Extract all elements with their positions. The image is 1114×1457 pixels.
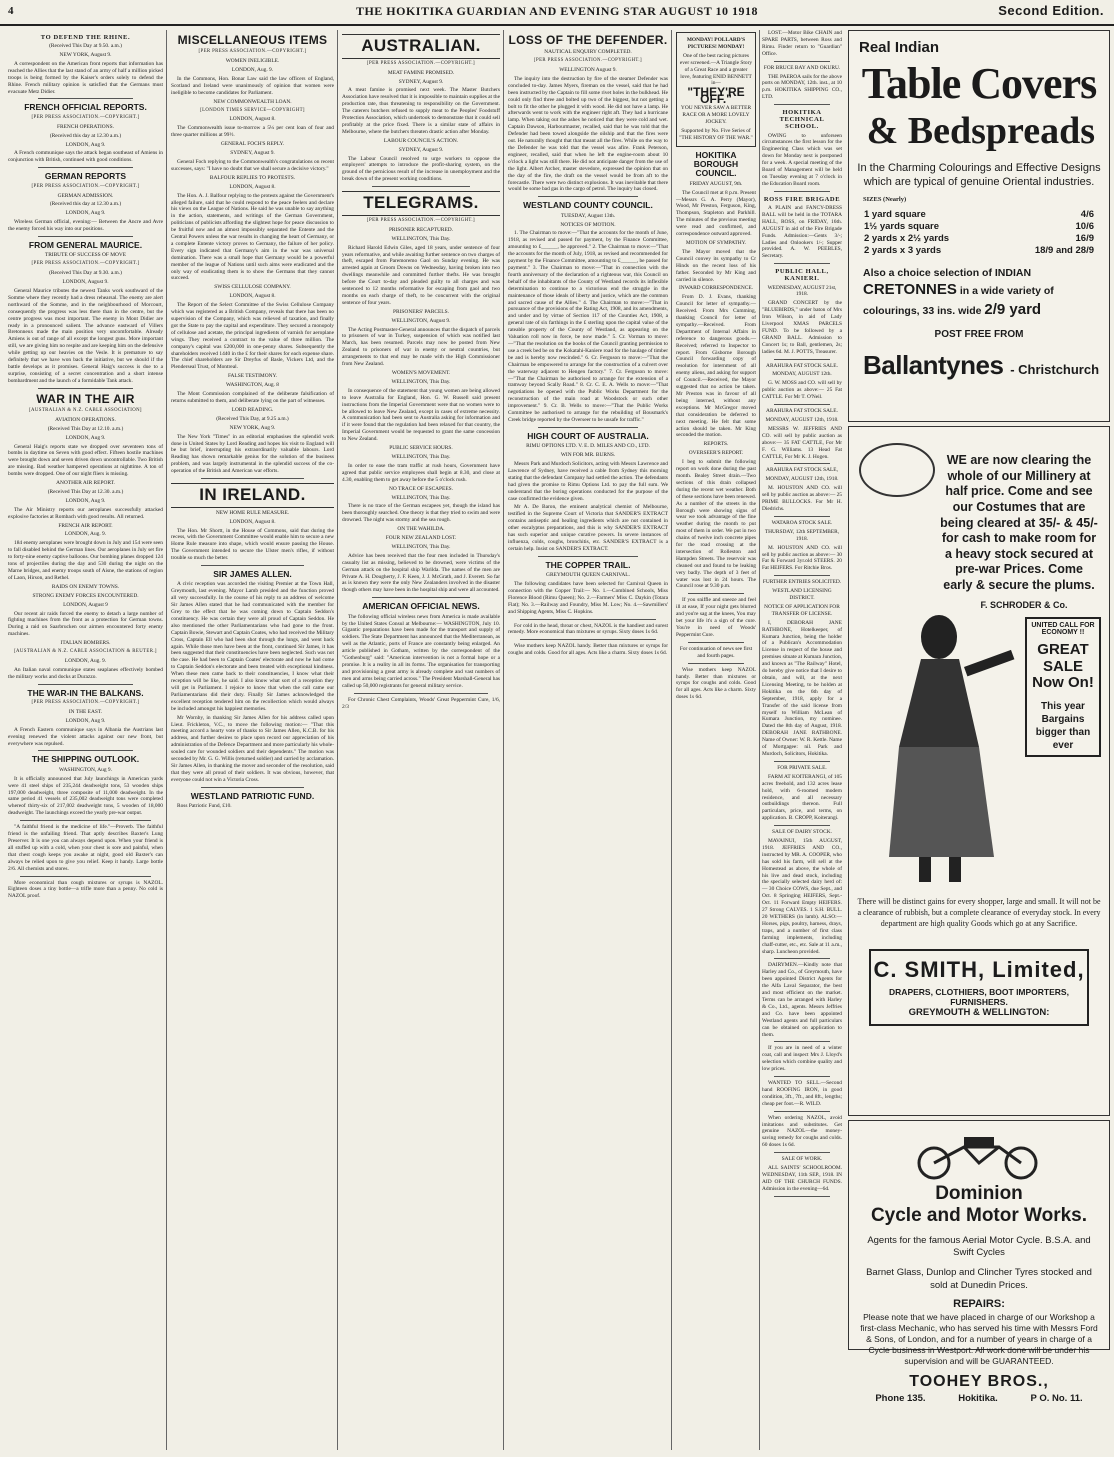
subheading: AVIATION OPERATIONS. bbox=[55, 416, 116, 423]
newspaper-title: THE HOKITIKA GUARDIAN AND EVENING STAR AUGUST 10 1918 bbox=[355, 4, 759, 18]
subheading: PRISONER RECAPTURED. bbox=[388, 226, 454, 233]
pollards-pictures-advert bbox=[676, 32, 756, 147]
advert-heading: MONDAY! POLLARD'S PICTURES! MONDAY! bbox=[686, 37, 746, 50]
advert-title: Table Covers bbox=[861, 59, 1097, 108]
subheading: PUBLIC SERVICE HOURS. bbox=[389, 445, 453, 452]
agency-line: [PER PRESS ASSOCIATION.—COPYRIGHT.] bbox=[31, 700, 140, 706]
notice: G. W. MOSS and CO. will sell by public auction as above:— 25 Fat CATTLE. For Mr T. O'Neil. bbox=[762, 380, 842, 401]
agency-line: [PER PRESS ASSOCIATION.—COPYRIGHT.] bbox=[31, 114, 140, 120]
notice-date: MONDAY, AUGUST 12th. bbox=[772, 371, 832, 378]
article-text: There is no trace of the German escapees yet, though the island has been thoroughly searched. One theory is that they tried to swim and were drowned. The night was stormy and the sea rough. bbox=[342, 503, 500, 524]
article-text: A correspondent on the American front reports that information has reached the Allies that the last stand of an army of half a million picked troops is being formed by the Kaiser's orders solely to defend the Rhine. French military opinion is satisfied that the Germans must evacuate Metz Didier. bbox=[8, 60, 163, 95]
agency-line: [AUSTRALIAN & N.Z. CABLE ASSOCIATION & REUTER.] bbox=[14, 649, 157, 655]
article-text: The New York "Times" in an editorial emphasises the splendid work done in United States by Lord Reading and hopes his visit to England will be but brief, interrupting his extraordinarily valuable labours. Lord Reading has shown remarkable genius for the solution of the business problem, and was largely instrumental in the splendid success of the co-operation of the British and American war efforts. bbox=[171, 433, 334, 475]
article-text: A civic reception was accorded the visiting Premier at the Town Hall, Greymouth, last evening. Mayor Lamb presided and the function proved all very successfully. In the course of his reply to an address of welcome Sir James Allen stated that he had communicated with the member for Grey to the effect that he was coming down to Captain Seddon's constituency. He was certain they were all proud of Captain Seddon. He also mentioned the other Parliamentarians who had gone to the front. Captain Bowie, Stewart and Captain Coates, who had received the Military Cross, Captain Ell who had been shot through the lungs, and went back again. While those men have been at the front, continued Sir James, it has been suggested that their constituencies have been neglected. Such was not the case. He had been to Captain Coates' electorate and now he had come to Captain Seddon's electorate and been treated with exceptional kindness. When these men came back to their constituencies, I know what their reception will be like, he said. I also know what sort of a reception they will get in Parliament. I rejoice to know that when the call came our Parliamentarians did their duty. Finally Sir James acknowledged the excellent reception tendered him on the recollection which would always be included amongst his happiest memories. bbox=[171, 581, 334, 712]
article-text: Messrs Park and Murdoch Solicitors, acting with Messrs Lawrence and Lawrence of Sydney, have received a cable from Sydney this morning stating that the defendant Company had settled the action. The defendants had given the promise to Rimu Options Ltd. to pay the full sum. We understand that the boring operations conducted for the purpose of the case confirmed the evidence given. bbox=[508, 461, 668, 502]
advert-text: One of the best racing pictures ever screened.—A Triangle Story of a Great Race and a greater love, featuring ENID BENNETT in— bbox=[679, 52, 753, 87]
headline: THE WAR-IN THE BALKANS. bbox=[27, 687, 144, 698]
agency-line: [PER PRESS ASSOCIATION.—COPYRIGHT.] bbox=[198, 49, 307, 55]
notice: If you are in need of a winter coat, call and inspect Mrs J. Lloyd's selection which combine quality and low prices. bbox=[762, 1045, 842, 1073]
article-text: In order to ease the tram traffic at rush hours, Government have agreed that public service employees shall begin at 8.30, and close at 4.30, enabling them to get away before the 5 o'clock rush. bbox=[342, 462, 500, 483]
dateline: LONDON, Aug. 9. bbox=[64, 657, 107, 664]
page-number: 4 bbox=[8, 5, 14, 17]
subheading: LORD READING. bbox=[231, 406, 274, 413]
headline: LOSS OF THE DEFENDER. bbox=[508, 33, 668, 47]
notice-heading: FURTHER ENTRIES SOLICITED. bbox=[762, 579, 842, 586]
headline: MISCELLANEOUS ITEMS bbox=[177, 33, 328, 47]
subheading: BALFOUR REPLIES TO PROTESTS. bbox=[209, 174, 296, 181]
price-row: 1½ yards square 10/6 bbox=[864, 221, 1094, 232]
headline: AUSTRALIAN. bbox=[342, 34, 500, 59]
headline: FRENCH OFFICIAL REPORTS. bbox=[24, 102, 147, 113]
subheading: WOMEN INELIGIBLE. bbox=[225, 58, 280, 65]
sizes-label: SIZES (Nearly) bbox=[863, 195, 907, 203]
dateline: SYDNEY, August 9. bbox=[230, 150, 275, 157]
notice-heading: SALE OF DAIRY STOCK. bbox=[772, 829, 832, 836]
notice: GRAND CONCERT by the "BLUEBIRDS," under baton of Mrs Iron Wilson, in aid of Lady Liverpool XMAS PARCELS FUND. To be followed by a GRAND BALL. Admission to Concert 1s; to Ball, gentlemen, 2s; ladies 6d. M. J. POTTS, Treasurer. bbox=[762, 300, 842, 355]
subheading: RAIDS ON ENEMY TOWNS. bbox=[51, 583, 120, 590]
dateline: LONDON, Aug 9. bbox=[65, 717, 106, 724]
subheading: NEW COMMONWEALTH LOAN. bbox=[213, 98, 292, 105]
column-1 bbox=[8, 30, 163, 1450]
advert-title: & Bedspreads bbox=[866, 110, 1095, 152]
article-text: From D. J. Evans, thanking Council for letter of sympathy.—Received. From Mrs Cumming, thanking Council for letter of sympathy.—Received. From Department of Internal Affairs in reference to dangerous goods.—Received; referred to Inspector to report. From Gisborne Borough Council forwarding copy of resolution for internment of all enemy aliens, and asking for support of Council.—Received, the Mayor suggested that no action be taken. Mr Preston was in favour of all being interned, without any exceptions. Mr McGregor moved that consideration be deferred to next meeting. He felt that some action should be taken. Mr King seconded the motion. bbox=[676, 294, 756, 439]
advert-text: Please note that we have placed in charge of our Workshop a first-class Mechanic, who has served his time with Messrs Ford & Sons, of London, and for a number of years in charge of a Cycle business in Westport. All work done will be under his supervision and will be GUARANTEED. bbox=[860, 1312, 1098, 1367]
dateline: WELLINGTON, This Day. bbox=[391, 543, 451, 550]
notice-date: WEDNESDAY, AUGUST 21st, 1918. bbox=[767, 284, 837, 298]
notice: ALL SAINTS' SCHOOLROOM. WEDNESDAY, 11th SEP., 1918. IN AID OF THE CHURCH FUNDS. Admission in the evening—6d. bbox=[762, 1165, 842, 1192]
notice: OWING to unforseen circumstances the first lesson for the Engineering Class which was set down for Monday next is postponed for a week. A special meeting of the Board of Management will be held on Tuesday evening at 7 o'clock in the Education Board room. bbox=[762, 132, 842, 187]
headline: WESTLAND COUNTY COUNCIL. bbox=[523, 200, 653, 211]
notice: MAVAINUI, 15th AUGUST, 1918. JEFFRIES AND CO., instructed by MR. A. COOPER, who has sold his farm, will sell at the Homestead as above, the whole of his live and dead stock, including the specially selected dairy herd of:— 30 Choice COWS, due Sept., and Oct. 8 Springing HEIFERS, Sept.-Oct. 11 Forward Empty HEIFERS. 27 Strong CALVES. 1 S.H. BULL. 20 WETHERS (in lamb). ALSO:—Horses, pigs, poultry, harness, drays, traps, and a number of first class farming implements, including chaff-cutter, etc., etc. Sale at 11 a.m., sharp. Luncheon provided. bbox=[762, 838, 842, 955]
speech-bubble-shape bbox=[859, 443, 935, 497]
motorcycle-icon bbox=[909, 1127, 1049, 1181]
received-line: (Received This Day, at 9.25 a.m.) bbox=[216, 415, 289, 422]
article-text: A meat famine is promised next week. The Master Butchers Association have resolved that it is impossible to maintain supplies at the production rate, thus threatening to responsibility on the Government. The caterers butchers refused to supply meat to the Peoples' Foodstuff Protection Association, which undertook to demonstrate that it could sell profitably at the price fixed. There is a similar state of affairs in Melbourne, where the butchers threaten drastic action after Monday. bbox=[342, 87, 500, 135]
dateline: LONDON, Aug. 9. bbox=[64, 531, 107, 538]
millinery-text: WE are now clearing the whole of our Millinery at half price. Come and see our Costumes that are being cleared at 35/- & 45/- for cash to make room for a heavy stock secured at pre-war Prices. Come early & secure the plums. bbox=[940, 453, 1098, 592]
notice: When ordering NAZOL, avoid imitations and substitutes. Get genuine NAZOL—the money-saving remedy for coughs and colds. 60 doses 1s 6d. bbox=[762, 1114, 842, 1149]
headline: HIGH COURT OF AUSTRALIA. bbox=[527, 430, 649, 441]
subheading: STRONG ENEMY FORCES ENCOUNTERED. bbox=[32, 592, 139, 599]
dateline: LONDON, Aug 9. bbox=[65, 434, 106, 441]
film-title: "THEY'RE OFF." bbox=[687, 85, 745, 107]
agency-line: [PER PRESS ASSOCIATION.—COPYRIGHT.] bbox=[367, 217, 475, 223]
subheading: FALSE TESTIMONY. bbox=[227, 373, 278, 380]
dateline: LONDON, August 8. bbox=[229, 116, 276, 123]
table-covers-advert bbox=[848, 30, 1110, 422]
advert-text: YOU NEVER SAW A BETTER RACE OR A MORE LOVELY JOCKEY. bbox=[680, 105, 752, 125]
contact-line: Phone 135. Hokitika. P O. No. 11. bbox=[875, 1393, 1083, 1405]
dateline: SYDNEY, August 9. bbox=[398, 146, 444, 153]
article-text: An Italian naval communique states seaplanes effectively bombed the military works and docks at Durazzo. bbox=[8, 666, 163, 680]
dateline: LONDON, Aug. 9. bbox=[231, 67, 274, 73]
article-text: A French Eastern communique says in Albania the Austrians last evening renewed the violent attacks against our new front, but everywhere was repulsed. bbox=[8, 726, 163, 747]
price-table bbox=[864, 209, 1094, 257]
column-4 bbox=[508, 30, 668, 1450]
received-line: (Received This Day at 12.30. a.m.) bbox=[47, 488, 124, 495]
article-text: A French communique says the attack began southeast of Amiens in conjunction with British, continued with good conditions. bbox=[8, 150, 163, 164]
notice-heading: FOR PRIVATE SALE. bbox=[777, 764, 827, 771]
headline: TO DEFEND THE RHINE. bbox=[40, 34, 131, 41]
sale-stamp: UNITED CALL FOR ECONOMY !! GREAT SALE Now On! This year Bargains bigger than ever bbox=[1025, 617, 1101, 757]
subheading: ITALIAN BOMBERS. bbox=[60, 640, 111, 647]
article-text: It is officially announced that July launchings in American yards were 41 steel ships of 235,244 deadweight tons, 53 wooden ships 197,000 deadweight, three composite of 11,000 deadweight. In the same period 41 vessels of 235,002 deadweight tons were completed whereof thirty-six of 217,002 deadweight tons, 5 wooden of 18,000 deadweight. The launchings exceed the yearly pre-war output. bbox=[8, 775, 163, 817]
article-text: The following official wireless news from America is made available by the United States Consul at Melbourne:— WASHINGTON, July 10. Gigantic preparations have been made for the transport and supply of soldiers. The State Department has announced that the Mediterranean, as well as the Atlantic, ports of France are constantly being enlarged. An article published in Gotham, written by the correspondent of the "Gothenburg" said: "American intervention is not a formal hope or a promise. It is a reality in all its forms. The organisation for transporting and provisioning a great army is already complete and vast numbers of men and arms being carried across." The President Marshall-General has called up 50,000 registrants for general military service. bbox=[342, 613, 500, 689]
dateline: WASHINGTON, Aug 9. bbox=[59, 766, 112, 773]
dateline: WASHINGTON, Aug. 8 bbox=[226, 382, 279, 389]
subheading: ON THE WAHILDA. bbox=[397, 526, 445, 533]
store-name: Ballantynes - Christchurch bbox=[863, 350, 1100, 381]
headline: TELEGRAMS. bbox=[342, 191, 500, 216]
notice: For continuation of news see first and fourth pages. bbox=[679, 645, 753, 659]
subheading: NOTICES OF MOTION. bbox=[560, 221, 616, 228]
advert-text: There will be distinct gains for every shopper, large and small. It will not be a clearance of rubbish, but a complete clearance of everyday stock. In every department are high quality Goods which go at any Sacrifice. bbox=[857, 897, 1101, 928]
subheading: PRISONERS' PARCELS. bbox=[393, 308, 449, 315]
notice-heading: ARAHURA FAT STOCK SALE, bbox=[766, 467, 838, 474]
toohey-advert bbox=[848, 1120, 1110, 1405]
subheading: GENERAL FOCH'S REPLY. bbox=[220, 141, 285, 148]
article-text: General Maurice tributes the newest Tanks work southward of the Somme where they recently had a dress rehearsal. The enemy are alert northward of the Somme, and in the neighbourhood of Morcourt, consequently the progress was less there than in the centre, but the centre progress was most important. The enemy in Mont Didier are ready in a pronounced salient. The advance eastward of Villers Bretonneux made the main position very uncomfortable. Already Amiens is out of range of all except the longest guns. More important still, we are giving him no respite and are keeping him on the defensive while getting up our heavies on the Vesle. It is premature to say definitely that we have won back the initiative, but we should if the battle develops as it promises. General Haig's success is due to a surprise, consisting of a secret concentration and a short intense bombardment and the launch of a formidable Tank attack. bbox=[8, 288, 163, 384]
article-text: 1. The Chairman to move:—"That the accounts for the month of June, 1918, as revised and passed for payment, by the Finance Committee, amounting to £______, be approved." 2. The Chairman to move:—"That the accounts for the month of July, 1918, as revised and recommended for payment by the Finance Committee, amounting to £______, be passed for payment." 3. The Chairman to move:—"That in connection with the fourth anniversary of the declaration of a righteous war, this Council on behalf of the inhabitants of the County of Westland records its inflexible determination to continue to a victorious end the struggle in the maintenance of those ideals of liberty and justice, which are the common and sacred cause of the Allies." 4. The Chairman to move:—"That in pursuance of the provisions of the Rating Act, 1908, and its amendments, and under and by virtue of Section 117 of the Counties Act, 1908, a general rate of six farthings in the £ sterling upon the capital value of the rateable property of the County of Westland, as appearing on the Valuation roll now in force, be now made." 5. Cr. Vorman to move:—"That the resolution on the books of the Council granting permission to use a creek bed be on the Kokatahi-Kaniere road for the haulage of timber be and is hereby now rescinded." 6. Cr. Ferguson to move:—"That the Chairman be empowered to arrange for the construction of a culvert over the waterway adjacent to Hengen factory." 7. Cr. Ferguson to move:—"That the Chairman be authorised to arrange for the extension of a tramway beyond Scally Road." 8. Cr. C. E. A. Wells to move:—"That negotiations be opened with the Public Works Department for the reconstruction of the main road at Woodstock or such other improvement." 9. Cr. B. Wells to move:—"That the Public Works Committee be authorised to arrange for the rebuilding of Bousmark's Creek bridge reported by the Overseer to be unsafe for traffic." bbox=[508, 230, 669, 423]
agency-line: [LONDON TIMES SERVICE—COPYRIGHT] bbox=[200, 107, 305, 113]
agency-line: [PER PRESS ASSOCIATION.—COPYRIGHT.] bbox=[31, 261, 140, 267]
received-line: (Received this day at 12.30 a.m.) bbox=[49, 201, 122, 208]
notice: M. HOUSTON AND CO. will sell by public auction as above:— 30 Fat & Forward 3yr.old STEERS. 20 Fat HEIFERS. For Ritchie Bros. bbox=[762, 544, 842, 572]
dateline: WELLINGTON, This Day. bbox=[391, 378, 451, 385]
subheading: MOTION OF SYMPATHY. bbox=[685, 239, 747, 246]
dateline: LONDON, Aug 9. bbox=[65, 497, 106, 504]
received-line: (Received This Day at 9.50. a.m.) bbox=[49, 43, 122, 50]
subheading: SWISS CELLULOSE COMPANY. bbox=[214, 284, 291, 291]
subheading: GREYMOUTH QUEEN CARNIVAL. bbox=[546, 572, 630, 579]
edition-label: Second Edition. bbox=[998, 3, 1104, 18]
agency-line: [PER PRESS ASSOCIATION.—COPYRIGHT.] bbox=[31, 183, 140, 189]
dateline: LONDON, August 8. bbox=[229, 293, 276, 300]
received-line: (Received This Day at 9.30. a.m.) bbox=[49, 270, 122, 277]
article-text: The Hon. A. J. Balfour replying to the protests against the Government's alleged failure, said that he could respond to the peace feelers and declare his views on the League of Nations. He said he was unable to say anything in the action, statements, and writings of the German Government, politicians of publicists affording the slightest hope for peace discussion to be fruitful now and an almost impossibly separated the Entente and the Central Powers unless the war results in changing the heart of Germany, or a complete Entente victory proves to Germany, the failure of her policy. Every sign indicated that Germany's aim in the war was universal domination. There was a small hope that Germany would be a powerful member of the league of Nations until such aims were eradicated and the only way of eradicating them is to show the Germans that they cannot succeed. bbox=[171, 192, 334, 282]
headline: THE COPPER TRAIL. bbox=[545, 559, 631, 570]
subheading: NAUTICAL ENQUIRY COMPLETED. bbox=[544, 49, 632, 56]
smith-sale-advert bbox=[848, 426, 1110, 1116]
subheading: GERMAN ADMISSION. bbox=[57, 192, 114, 199]
notice: WANTED TO SELL.—Second hand ROOFING IRON, in good condition, 3ft., 7ft., and 8ft., lengths; cheap per foot.—R. WILD. bbox=[762, 1080, 842, 1107]
subheading: FRENCH AIR REPORT. bbox=[58, 522, 113, 529]
notice-date: MONDAY, AUGUST 12th, 1918. bbox=[765, 417, 839, 423]
notice: A PLAIN and FANCY-DRESS BALL will be held in the TOTARA HALL, ROSS, on FRIDAY, 16th. AUGUST in aid of the Fire Brigade Funds. Admission:—Gents 3/-; Ladies and Onlookers 1/-; Supper provided. A. W. PEEBLES, Secretary. bbox=[762, 204, 842, 260]
advert-text: More economical than cough mixtures or syrups is NAZOL. Eighteen doses a tiny bottle—a trifle more than a penny. No cold is NAZOL proof. bbox=[8, 879, 163, 900]
article-text: The Mayor moved that the Council convey its sympathy to Cr Hinds on the recent loss of his father. Seconded by Mr King and carried in silence. bbox=[676, 248, 756, 283]
advert-text: Mr A. De Baron, the eminent analytical chemist of Melbourne, testified in the Supreme Court of Victoria that SANDER'S EXTRACT contains antiseptic and healing ingredients which are not contained in other eucalyptus preparations, and this is why SANDER'S EXTRACT has such superior and unique curative powers. In severe instances of influenza, colds, coughs, bronchitis, etc. SANDER'S EXTRACT is a certain help. Insist on SANDER'S EXTRACT. bbox=[508, 504, 668, 552]
article-text: The following candidates have been selected for Carnival Queen in connection with the Copper Trail:— No. 1.—Combined Schools, Miss Florence Blood (Rimu Queen); No. 2.—Farmers' Miss C. Daykin (Totara Flat); No. 3.—Railway and Foundry, Miss M. Low; No. 4.—Sawmillers' and Shipping Agents, Miss C. Hopkins. bbox=[508, 581, 668, 615]
article-text: The Report of the Select Committee of the Swiss Cellulose Company which was registered as a British Company, reveals that there has been no supervision of the Company, which was relieved of taxation, and finally got the State to pay the capital and expenditure. They secured a monopoly of cellulose and acetate, the principal ingredients of varnish for aeroplane wings. They received a contract to the value of three million. The company's capital was £200,000 in one-penny shares. Subsequently the shareholders received 1440 in the £ for their shares for each expense share. The chief shareholders are Sir Dreyfus of Basle, Vickers Ltd, and the Plenderseal Trust, of Montreal. bbox=[171, 302, 334, 371]
advert-text: Wise mothers keep NAZOL handy. Better than mixtures or syrups for coughs and colds. Good for all ages. Acts like a charm. Sixty doses 1s 6d. bbox=[508, 643, 668, 657]
notice-heading: ARAHURA FAT STOCK SALE. bbox=[766, 408, 838, 415]
advert-heading: REPAIRS: bbox=[953, 1298, 1005, 1311]
subheading: FRENCH OPERATIONS. bbox=[57, 123, 114, 130]
agency-line: [PER PRESS ASSOCIATION.—COPYRIGHT.] bbox=[367, 60, 475, 66]
advert-title: Dominion Cycle and Motor Works. bbox=[870, 1183, 1088, 1226]
subheading: RIMU OPTIONS LTD. V. E. D. MILES AND CO., LTD. bbox=[526, 443, 650, 450]
article-text: The Commonwealth issue to-morrow a 5¼ per cent loan of four and three quarter millions at 99½. bbox=[171, 125, 334, 139]
advert-text: For cold in the head, throat or chest, NAZOL is the handiest and surest remedy. More economical than mixtures or syrups. Sixty doses 1s 6d. bbox=[508, 622, 668, 636]
article-text: The Hon. Mr Shortt, in the House of Commons, said that during the recess, with the Government Committee would enable him to secure a new Home Rule measure into shape, which would ensure passing the House. The Government intended to secure the Ulster men's rifles, if without trouble so much the better. bbox=[171, 527, 334, 562]
dateline: WELLINGTON, This Day. bbox=[391, 494, 451, 501]
advert-kicker: Real Indian bbox=[859, 39, 940, 56]
article-text: General Haig's reports state we dropped over seventeen tons of bombs in daytime on Seven with good effect. Fifteen hostile machines were brought down and seven driven down uncontrollable. Two British are missing. Bad weather hampered operations at nighttime. A ton of bombs were dropped. One of our night fliers is missing. bbox=[8, 443, 163, 478]
subheading: TRIBUTE OF SUCCESS OF MOVE bbox=[44, 252, 127, 259]
advert-text: POST FREE FROM bbox=[934, 329, 1024, 341]
dateline: LONDON, Aug 9. bbox=[65, 141, 106, 148]
article-text: Ross Patriotic Fund, £10. bbox=[177, 803, 232, 810]
notice-heading: WESTLAND LICENSING DISTRICT. bbox=[772, 588, 832, 602]
article-text: 184 enemy aeroplanes were brought down in July and 154 were seen to fall disabled behind the German lines. Our aeroplanes in July set fire to forty-nine enemy captive balloons. Our bombing planes dropped 124 tons of projectiles during the day and 530 during the night on the Marne bridges, and enemy troops south of Aisne, the stations of region of Laon, Hirson, and Rethel. bbox=[8, 540, 163, 581]
dateline: SYDNEY, August 9. bbox=[398, 78, 444, 85]
column-5 bbox=[676, 30, 756, 1450]
dateline: LONDON, August 8. bbox=[229, 518, 276, 525]
advert-text: "A faithful friend is the medicine of life."—Proverb. The faithful friend is the unfailing friend. That aptly describes Baxter's Lung Preserver. It is one you can always depend upon. When your friend is all stuffed up with a cold, when your chest is sore and painful, when that chest cough keeps you awake at night, good old Baxter's can always be relied upon to give you relief. Keep it handy. Large bottle 2/6. All chemists and stores. bbox=[8, 824, 163, 872]
notice-date: MONDAY, AUGUST 12th, 1918. bbox=[765, 476, 839, 483]
headline: WESTLAND PATRIOTIC FUND. bbox=[190, 790, 315, 801]
agency-line: [AUSTRALIAN & N.Z. CABLE ASSOCIATION] bbox=[29, 407, 142, 413]
dateline: WELLINGTON, This Day. bbox=[391, 235, 451, 242]
headline: IN IRELAND. bbox=[171, 483, 334, 508]
article-text: General Foch replying to the Commonwealth's congratulations on recent successes, says: "I have no doubt that we shall secure a decisive victory." bbox=[171, 158, 334, 172]
price-row: 2 yards x 3 yards 18/9 and 28/9 bbox=[864, 245, 1094, 256]
advert-text: In the Charming Colourings and Effective Designs which are typical of genuine Oriental industries. bbox=[857, 162, 1101, 188]
notice: DAIRYMEN.—Kindly note that Harley and Co., of Greymouth, have been appointed District Agents for the Alfa Laval Separator, the best and most efficient on the market. Terms can be arranged with Harley & Co., Ltd., agents. Messrs Jeffries and Co. have been appointed Westland agents and full particulars can be obtained on application to them. bbox=[762, 962, 842, 1038]
headline: GERMAN REPORTS bbox=[44, 171, 127, 182]
column-3 bbox=[342, 30, 500, 1450]
subheading: WIN FOR MR. BURNS. bbox=[560, 452, 616, 459]
subheading: NEW HOME RULE MEASURE. bbox=[215, 509, 290, 516]
cretonnes-text: Also a choice selection of INDIAN CRETONNES in a wide variety of colourings, 33 ins. wide 2/9 yard bbox=[863, 266, 1054, 318]
notice: FARM AT KOITERANGI, of 105 acres freehold, and 132 acres lease hold, with 6-roomed modern residence, and all necessary outbuildings thereon. Full particulars, price, and terms, on application. B. CROPP, Koiterangi. bbox=[762, 773, 842, 822]
notice-heading: ARAHURA FAT STOCK SALE. bbox=[766, 362, 838, 369]
headline: THE SHIPPING OUTLOOK. bbox=[31, 754, 140, 765]
dateline: LONDON, August 8. bbox=[229, 183, 276, 190]
dateline: WELLINGTON, August 9. bbox=[391, 317, 451, 324]
subheading: NO TRACE OF ESCAPEES. bbox=[388, 485, 453, 492]
subheading: MEAT FAMINE PROMISED. bbox=[387, 69, 455, 76]
article-text: The inquiry into the destruction by fire of the steamer Defender was concluded to-day. James Myers, fireman on the vessel, said that he had been instructed by the Captain to fill some rivet holes in the bulkhead. He could only find three and bolted up two of the biggest, but not getting a bolt to fit the other he plugged it with wood. He did not have a lamp. He afterwards went to work with the engineer right aft. They had a hurricane lamp. When taking out the ashes he noticed that they were cold and wet. Captain Dawson, Harbourmaster, recalled, said that he was told that the Defender had been towed alongside the oilship and that the fires were out. He naturally thought that that meant all the fires. While on the way to the Defender he was told that the vessel was afire. Frank Peterson, engineer, recalled, said that when he left the engine-room about 10 o'clock a light was still there. He did not anticipate danger from the use of the light. Albert Archer, master stevedore, expressed the opinion that on the day of the fire, the draft on the vessel would be from aft to the forecastle. There were two distinct explosions. It was inevitable that there would be some bad gas in the cargo of petrol. The inquiry has closed. bbox=[508, 75, 668, 193]
article-text: Richard Harold Edwin Giles, aged 18 years, under sentence of four years reformative, and while awaiting further sentence on two charges of theft, escaped from Paremoremo Gaol on Sunday evening. He was arrested again at Groom Downs on Wednesday, having broken into two dwellings meanwhile and committed further thefts. He was brought before the Court to-day and pleaded guilty to all charges and was sentenced to 12 months reformative for escaping from gaol and two months on each charge of theft, to be concurrent with the original sentence of four years. bbox=[342, 244, 500, 306]
headline: WAR IN THE AIR bbox=[36, 391, 135, 406]
article-text: Advice has been received that the four men included in Thursday's casualty list as missing, believed to be drowned, were victims of the German attack on the hospital ship Warilda. The names of the men are Private A. H. Dougherty, J. F. Keen, J. J. McGrath, and J. Everett. So far as is known they were the only New Zealanders involved in the disaster though others may have been in the hospital ship and were all accounted. bbox=[342, 552, 500, 594]
notice: MESSRS W. JEFFRIES AND CO. will sell by public auction as above:— 35 FAT CATTLE, For Mr F. G. Williams. 13 Head Fat CATTLE, For Mr K. J. Hogen. bbox=[762, 425, 842, 460]
dateline: LONDON, August 9. bbox=[62, 279, 109, 286]
headline: FROM GENERAL MAURICE. bbox=[28, 240, 143, 251]
advert-text: Supported by No. Five Series of "THE HISTORY OF THE WAR." bbox=[679, 127, 753, 141]
article-text: In the Commons, Hon. Bonar Law said the law officers of England, Scotland and Ireland were unanimously of opinion that women were ineligible to become candidates for Parliament. bbox=[171, 75, 334, 96]
advert-text: Wise mothers keep NAZOL handy. Better than mixtures or syrups for coughs and colds. Good for all ages. Acts like a charm. Sixty doses 1s 6d. bbox=[676, 666, 756, 701]
dateline: LONDON, Aug 9. bbox=[65, 210, 106, 217]
subheading: OVERSEER'S REPORT. bbox=[688, 450, 744, 457]
firm-name: TOOHEY BROS., bbox=[909, 1373, 1049, 1391]
dateline: NEW YORK, August 9. bbox=[59, 52, 112, 59]
notice: THE PAEROA sails for the above ports on MONDAY, 12th. inst., at 10 p.m. HOKITIKA SHIPPING CO., LTD. bbox=[762, 73, 842, 101]
price-row: 2 yards x 2½ yards 16/9 bbox=[864, 233, 1094, 244]
received-line: (Received this day at 12.30 a.m.) bbox=[49, 132, 122, 139]
column-2 bbox=[171, 30, 334, 1450]
subheading: LABOUR COUNCIL'S ACTION. bbox=[383, 137, 459, 144]
article-text: In consequence of the statement that young women are being allowed to leave Australia for England, Hon. G. W. Russell said present instructions from the Imperial Government were that no women were to be allowed to leave New Zealand, except in cases of extreme necessity. A communication had been sent to Australia asking for information and if it were found that the regulation had been relaxed for that country, the Imperial Government would be requested to grant the same concession to New Zealand. bbox=[342, 387, 500, 443]
article-text: Our recent air raids forced the enemy to detach a large number of fighting machines from the front as a protection for German towns. During a raid on Saarbrucken our airmen encountered forty enemy machines. bbox=[8, 610, 163, 638]
subheading: INWARD CORRESPONDENCE. bbox=[679, 285, 753, 292]
received-line: (Received This Day at 12.10. a.m.) bbox=[47, 425, 124, 432]
dateline: LONDON, August 9 bbox=[63, 601, 108, 608]
advert-text: Agents for the famous Aerial Motor Cycle. B.S.A. and Swift Cycles bbox=[867, 1234, 1091, 1259]
notice-heading: SALE OF WORK. bbox=[781, 1156, 823, 1163]
price-row: 1 yard square 4/6 bbox=[864, 209, 1094, 220]
notice-heading: HOKITIKA TECHNICAL SCHOOL. bbox=[779, 109, 825, 131]
subheading: FOUR NEW ZEALAND LOST. bbox=[385, 535, 457, 542]
masthead bbox=[0, 0, 1114, 26]
smith-logo: C. SMITH, Limited, DRAPERS, CLOTHIERS, BOOT IMPORTERS, FURNISHERS. GREYMOUTH & WELLINGTON: bbox=[869, 949, 1089, 1026]
herald-figure-icon bbox=[869, 607, 1019, 887]
advert-text: Barnet Glass, Dunlop and Clincher Tyres stocked and sold at Dunedin Prices. bbox=[866, 1267, 1092, 1291]
notice-heading: ROSS FIRE BRIGADE bbox=[763, 195, 841, 203]
notice-heading: NOTICE OF APPLICATION FOR TRANSFER OF LICENSE. bbox=[764, 603, 840, 617]
subheading: TUESDAY, August 13th. bbox=[560, 212, 616, 219]
article-text: I beg to submit the following report on work done during the past month. Bealey Street drain.—Two sections of this drain collapsed during the recent wet weather. Both of these sections have been renewed. As a number of the streets in the Borough were showing signs of wear we took advantage of the fine weather during the month to put most of them in order. We put in two chains of twelve inch concrete pipes for the road crossing at the intersection of Rolleston and Hampden Streets. The reservoir was cleaned out and found to be leaking very badly. The depth of 3 feet of water was lost in 24 hours. The Council rose at 9.30 p.m. bbox=[676, 459, 756, 590]
headline: SIR JAMES ALLEN. bbox=[213, 569, 292, 580]
notice-heading: FOR BRUCE BAY AND OKURU. bbox=[763, 64, 841, 71]
subheading: ANOTHER AIR REPORT. bbox=[56, 480, 115, 487]
dateline: NEW YORK, Aug 9. bbox=[229, 424, 276, 431]
notice-date: THURSDAY, 12th SEPTEMBER, 1918. bbox=[764, 528, 840, 542]
notice: LOST.—Motor Bike CHAIN and SPARE PARTS, between Ross and Rimu. Finder return to "Guardian" Office. bbox=[762, 30, 842, 57]
agency-line: [PER PRESS ASSOCIATION.—COPYRIGHT.] bbox=[534, 58, 642, 64]
article-text: The Air Ministry reports our aeroplanes successfully attacked explosive factories at Rombach with good results. All returned. bbox=[8, 506, 163, 520]
article-text: Wireless German official, evening:— Between the Ancre and Avre the enemy forced his way into our positions. bbox=[8, 219, 163, 233]
headline: AMERICAN OFFICIAL NEWS. bbox=[362, 601, 480, 612]
advert-text: If you sniffle and sneeze and feel ill at ease, If your night gets blurred and you're sag at the knees, You may bet your life it's a sign of the cure. You're in need of Woods' Peppermint Cure. bbox=[676, 597, 756, 638]
firm-name: F. SCHRODER & Co. bbox=[980, 599, 1068, 610]
subheading: REPORTS. bbox=[703, 441, 729, 448]
headline: HOKITIKA BOROUGH COUNCIL. bbox=[693, 149, 739, 179]
article-text: The Mont Commission complained of the deliberate falsification of returns submitted to them, and deliberate lying on the part of witnesses. bbox=[171, 391, 334, 404]
article-text: The Acting Postmaster-General announces that the dispatch of parcels to prisoners of war in Turkey, suspension of which was notified last March, has been resumed. Parcels may now be posted from New Zealand to prisoners of war in enemy or neutral countries, but arrangements to that end may be made with the High Commissioner from New Zealand. bbox=[342, 326, 500, 368]
article-text: Mr Wornby, in thanking Sir James Allen for his address called upon Lieut. Frickleton, V.C., to move the following motion:— "That this meeting accord a hearty vote of thanks to Sir James Allen, K.C.B. for his address, and further desires to place upon record our appreciation of his administration of the Defence Department and more particularly his whole-souled care for wounded soldiers and their dependents." The motion was seconded by Mr. G. G. Willis (returned soldier) and carried by acclamation. Sir James Allen, in thanking the mover and seconder of the resolution, said that they were all proud of their soldiers. It was obvious, however, that everyone could not win a Victoria Cross. bbox=[171, 714, 334, 783]
subheading: IN THE EAST. bbox=[68, 708, 103, 715]
subheading: WOMEN'S MOVEMENT. bbox=[391, 370, 451, 376]
notice-heading: PUBLIC HALL, KANIERI. bbox=[775, 268, 829, 283]
advert-text: For Chronic Chest Complaints, Woods' Great Peppermint Cure, 1/6, 2/3 bbox=[342, 696, 500, 710]
column-6 bbox=[762, 30, 842, 1450]
notice: I, DEBORAH JANE RATHBONE, Hotelkeeper, of Kumara Junction, being the holder of a Publican's Accommodation License in respect of the house and premises situate at Kumara Junction, and known as "The Railway" Hotel, do hereby give notice that I desire to obtain, and will, at the next Licensing Meeting, to be holden at Hokitika on the 6th day of September, 1918, apply for a Transfer of the said license from myself to William McLean of Kumara Junction, my nominee. Dated the 8th day of August, 1918. DEBORAH JANE RATHBONE. Name of Owner: W. R. Kettle. Name of Mortgagee: nil. Park and Murdoch, Solicitors, Hokitika. bbox=[762, 619, 842, 757]
article-text: The Labour Council resolved to urge workers to oppose the employers' attempts to introduce the profit-sharing system, on the ground of the pernicious result of the increase in unemployment and the break down of the present working conditions. bbox=[342, 155, 500, 183]
notice: M. HOUSTON AND CO. will sell by public auction as above:— 25 PRIME BULLOCKS. For Mr H. Diedrichs. bbox=[762, 485, 842, 512]
article-text: The Council met at 8 p.m. Present—Messrs G. A. Perry (Mayor), Wood, Mr Preston, Ferguson, King, Thompson, Stapleton and Parkhill. The minutes of the previous meeting were read and confirmed, and correspondence outward approved. bbox=[676, 189, 756, 238]
dateline: WELLINGTON, This Day. bbox=[391, 453, 451, 460]
notice-heading: WATAROA STOCK SALE. bbox=[771, 519, 833, 526]
dateline: WELLINGTON August 9. bbox=[559, 67, 617, 73]
subheading: FRIDAY AUGUST, 9th. bbox=[689, 180, 743, 187]
